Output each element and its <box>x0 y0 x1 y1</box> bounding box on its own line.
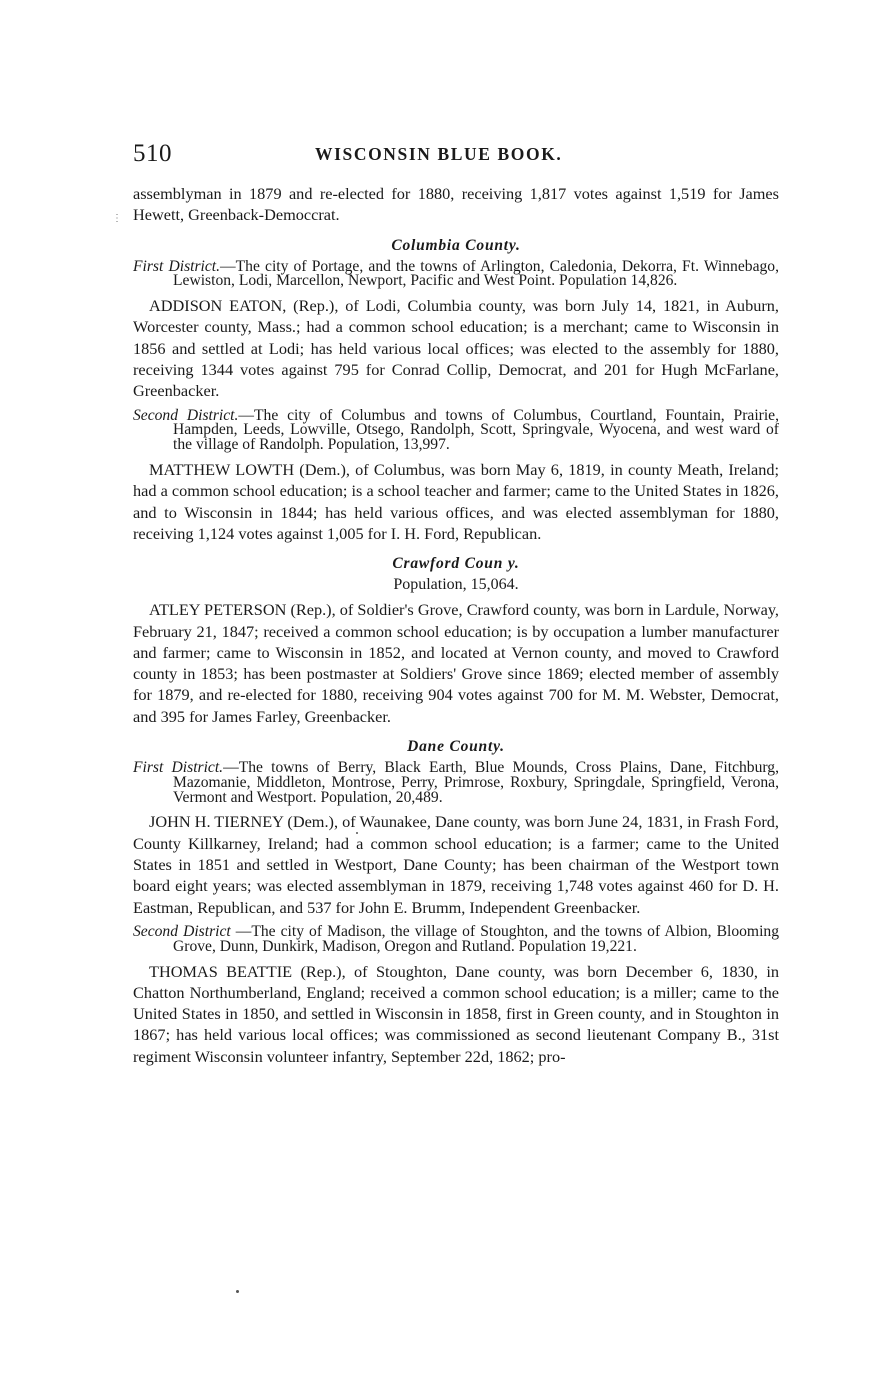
print-speck <box>236 1290 239 1293</box>
page-body <box>133 183 779 1067</box>
page-number: 510 <box>133 140 172 167</box>
district-label: First District. <box>133 759 224 777</box>
addison-eaton-biography: ADDISON EATON, (Rep.), of Lodi, Columbia county, was born July 14, 1821, in Auburn, Worcester county, Mass.; had a common school education; is a merchant; came to Wisconsin in 1856 and settled at Lodi; has held various local offices; was elected to the assembly for 1880, receiving 1344 votes against 795 for Conrad Collip, Democrat, and 201 for Hugh McFarlane, Greenbacker. <box>133 296 779 401</box>
district-text: —The city of Portage, and the towns of Arlington, Caledonia, Dekorra, Ft. Winnebago, Lewiston, Lodi, Marcellon, Newport, Pacific and West Point. Population 14,826. <box>173 257 779 290</box>
page-header <box>133 140 783 174</box>
dane-county-heading: Dane County. <box>407 738 505 756</box>
crawford-population: Population, 15,064. <box>393 576 519 594</box>
crawford-county-heading: Crawford Coun y. <box>392 555 520 573</box>
john-tierney-biography: JOHN H. TIERNEY (Dem.), of Waunakee, Dane county, was born June 24, 1831, in Frash Ford, County Killkarney, Ireland; had a common school education; is a farmer; came to the United States in 1851 and settled in Westport, Dane County; has been chairman of the Westport town board eight years; was elected assemblyman in 1879, receiving 1,748 votes against 460 for D. H. Eastman, Republican, and 537 for John E. Brumm, Independent Greenbacker. <box>133 812 779 917</box>
print-speck <box>356 832 358 834</box>
matthew-lowth-biography: MATTHEW LOWTH (Dem.), of Columbus, was born May 6, 1819, in county Meath, Ireland; had a common school education; is a school teacher and farmer; came to the United States in 1826, and to Wisconsin in 1844; has held various offices, and was elected assemblyman for 1880, receiving 1,124 votes against 1,005 for I. H. Ford, Republican. <box>133 460 779 543</box>
dane-second-district <box>133 922 779 955</box>
thomas-beattie-biography: THOMAS BEATTIE (Rep.), of Stoughton, Dane county, was born December 6, 1830, in Chatton Northumberland, England; received a common school education; is a miller; came to the United States in 1850, and settled in Wisconsin in 1858, first in Green county, and in Stoughton in 1867; has held various local offices; was commissioned as second lieutenant Company B., 31st regiment Wisconsin volunteer infantry, September 22d, 1862; pro- <box>133 961 779 1066</box>
district-label: Second District. <box>133 406 239 424</box>
dane-first-district <box>133 761 779 805</box>
columbia-first-district <box>133 257 779 290</box>
district-label: Second District <box>133 922 231 940</box>
district-text: —The towns of Berry, Black Earth, Blue Mounds, Cross Plains, Dane, Fitchburg, Mazomanie, Middleton, Montrose, Perry, Primrose, Roxbury, Springdale, Springfield, Verona, Vermont and Westport. Population, 20,489. <box>173 759 779 806</box>
running-title: WISCONSIN BLUE BOOK. <box>315 144 563 164</box>
district-text: —The city of Columbus and towns of Columbus, Courtland, Fountain, Prairie, Hampden, Leeds, Lowville, Otsego, Randolph, Scott, Springvale, Wyocena, and west ward of the village of Randolph. Population, 13,997. <box>173 406 779 454</box>
columbia-second-district <box>133 406 779 454</box>
margin-mark: ⋮ <box>112 213 122 224</box>
intro-paragraph: assemblyman in 1879 and re-elected for 1880, receiving 1,817 votes against 1,519 for James Hewett, Greenback-Democcrat. <box>133 184 779 225</box>
district-label: First District. <box>133 257 221 275</box>
columbia-county-heading: Columbia County. <box>391 236 521 254</box>
district-text: —The city of Madison, the village of Stoughton, and the towns of Albion, Blooming Grove, Dunn, Dunkirk, Madison, Oregon and Rutland. Population 19,221. <box>173 922 779 955</box>
atley-peterson-biography: ATLEY PETERSON (Rep.), of Soldier's Grove, Crawford county, was born in Lardule, Norway, February 21, 1847; received a common school education; is by occupation a lumber manufacturer and farmer; came to Wisconsin in 1852, and located at Vernon county, and moved to Crawford county in 1853; has been postmaster at Soldiers' Grove since 1869; elected member of assembly for 1879, and re-elected for 1880, receiving 904 votes against 700 for M. M. Webster, Democrat, and 395 for James Farley, Greenbacker. <box>133 600 779 726</box>
